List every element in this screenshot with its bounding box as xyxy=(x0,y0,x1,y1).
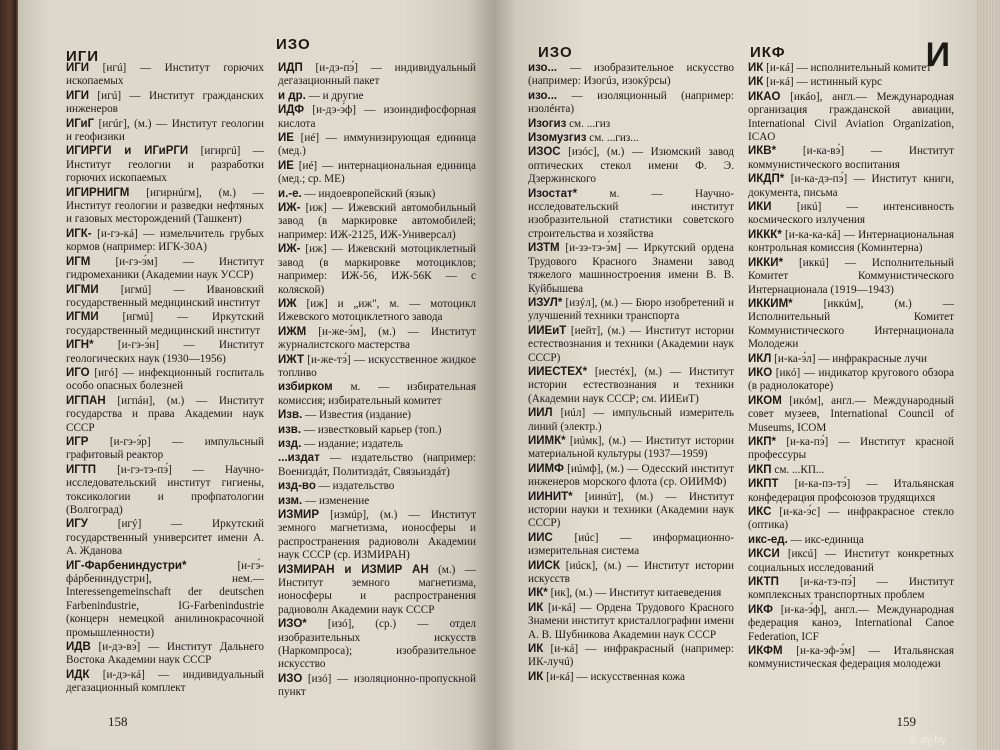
entry-headword: ИКВ* xyxy=(748,145,777,158)
dictionary-entry xyxy=(66,118,264,145)
entry-definition: см. ...гиз... xyxy=(586,132,639,145)
dictionary-entry xyxy=(278,354,476,381)
right-page xyxy=(494,0,976,750)
entry-headword: ИККК* xyxy=(748,228,782,241)
dictionary-entry xyxy=(528,491,734,531)
entry-definition: м. — избирательная комиссия; избирательный комитет xyxy=(278,381,476,407)
dictionary-entry xyxy=(748,395,954,435)
dictionary-entry xyxy=(528,671,734,684)
entry-headword: ИЗМИР xyxy=(278,509,319,521)
entry-definition: [иж] — Ижевский мотоциклетный завод (в маркировке мотоциклов; например: ИЖ-56, ИЖ-56К — с коляской) xyxy=(278,243,476,296)
dictionary-entry xyxy=(66,518,264,558)
dictionary-entry xyxy=(278,202,476,242)
entry-headword: ИК xyxy=(528,670,544,683)
entry-headword: ИИМФ xyxy=(528,462,564,475)
dictionary-entry xyxy=(528,463,734,490)
dictionary-entry xyxy=(278,243,476,297)
dictionary-entry xyxy=(278,618,476,672)
entry-definition: [ик], (м.) — Институт китаеведения xyxy=(547,587,722,600)
dictionary-entry xyxy=(278,160,476,187)
entry-headword: ИЗМИРАН и ИЗМИР АН xyxy=(278,563,429,576)
dictionary-entry xyxy=(278,424,476,437)
entry-headword: ИГО xyxy=(66,366,90,379)
entry-definition: [иксú] — Институт конкретных социальных исследований xyxy=(748,548,954,574)
dictionary-entry xyxy=(528,188,734,242)
entry-definition: — известковый карьер (топ.) xyxy=(301,423,442,436)
entry-definition: [и-кá] — Ордена Трудового Красного Знамени институт кристаллографии имени А. В. Шубникова Академии наук СССР xyxy=(528,601,734,641)
entry-headword: ИК xyxy=(528,601,544,614)
entry-headword: ИГР xyxy=(66,435,89,448)
entry-definition: [и-гэ́-фáрбениндустри], нем.— Interessengemeinschaft der deutschen Farbenindustrie, IG-Farbenindustrie (концерн немецкой анилинокрасочной промышленности) xyxy=(66,559,264,639)
entry-headword: ИК xyxy=(748,62,764,74)
dictionary-entry xyxy=(748,145,954,172)
dictionary-entry xyxy=(66,187,264,227)
entry-headword: изо... xyxy=(528,89,558,102)
entry-headword: изо... xyxy=(528,62,558,74)
entry-headword: ИЕ xyxy=(278,132,294,145)
entry-definition: [игиргú] — Институт геологии и разработки горючих ископаемых xyxy=(66,145,264,185)
right-page-columns xyxy=(528,62,954,692)
right-header-center: ИКФ xyxy=(750,44,786,61)
entry-headword: изд-во xyxy=(278,480,316,493)
entry-headword: ИДК xyxy=(66,668,90,681)
entry-headword: ИГМ xyxy=(66,255,91,268)
dictionary-entry xyxy=(66,228,264,255)
section-letter: И xyxy=(925,36,950,74)
dictionary-entry xyxy=(748,604,954,644)
dictionary-entry xyxy=(278,62,476,89)
dictionary-entry xyxy=(66,62,264,89)
entry-headword: ИГК- xyxy=(66,227,92,240)
dictionary-entry xyxy=(278,90,476,103)
entry-headword: ИКСИ xyxy=(748,548,780,561)
entry-headword: изм. xyxy=(278,494,303,507)
entry-definition: [и-ка-пэ-тэ́] — Итальянская конфедерация профсоюзов трудящихся xyxy=(748,478,954,504)
entry-headword: ИДВ xyxy=(66,641,91,654)
entry-definition: [иккúм], (м.) — Исполнительный Комитет Коммунистического Интернационала Молодежи xyxy=(748,297,954,351)
dictionary-entry xyxy=(748,201,954,228)
dictionary-entry xyxy=(66,284,264,311)
page-stack-edge xyxy=(976,0,1000,750)
entry-headword: ИИЛ xyxy=(528,407,553,420)
dictionary-entry xyxy=(748,367,954,394)
dictionary-entry xyxy=(278,326,476,353)
dictionary-entry xyxy=(528,532,734,559)
entry-definition: [и-ка-э́с] — инфракрасное стекло (оптика) xyxy=(748,506,954,532)
entry-definition: (м.) — Институт земного магнетизма, ионосферы и распространения радиоволн Академии наук СССР xyxy=(278,563,476,616)
dictionary-entry xyxy=(528,118,734,131)
entry-headword: ИГУ xyxy=(66,518,88,531)
entry-headword: ИДП xyxy=(278,62,303,74)
dictionary-entry xyxy=(528,90,734,117)
right-page-number: 159 xyxy=(896,714,916,729)
entry-definition: — изменение xyxy=(302,494,370,507)
dictionary-entry xyxy=(278,298,476,325)
entry-headword: ИГН* xyxy=(66,339,94,352)
entry-definition: — издание; издатель xyxy=(301,437,403,450)
dictionary-entry xyxy=(66,395,264,435)
dictionary-entry xyxy=(748,478,954,505)
entry-definition: м. — Научно-исследовательский институт изобразительной статистики советского строительства и хозяйства xyxy=(528,187,734,240)
entry-headword: ИГ-Фарбениндустри* xyxy=(66,559,187,572)
dictionary-entry xyxy=(66,560,264,640)
entry-headword: ИКФ xyxy=(748,603,773,616)
entry-definition: [и-дэ-э́ф] — изоиндифосфорная кислота xyxy=(278,104,476,130)
dictionary-entry xyxy=(66,256,264,283)
dictionary-entry xyxy=(748,506,954,533)
entry-definition: [иúс] — информационно-измерительная система xyxy=(528,531,734,558)
dictionary-entry xyxy=(278,509,476,563)
dictionary-entry xyxy=(66,90,264,117)
entry-definition: [и-ка-э́л] — инфракрасные лучи xyxy=(771,352,928,365)
dictionary-entry xyxy=(748,353,954,366)
dictionary-entry xyxy=(528,132,734,145)
entry-headword: избирком xyxy=(278,381,333,394)
left-page-header xyxy=(66,0,476,65)
entry-headword: ИЗОС xyxy=(528,146,561,159)
dictionary-entry xyxy=(528,297,734,324)
entry-definition: [иúл] — импульсный измеритель линий (электр.) xyxy=(528,407,734,433)
entry-headword: ИКЛ xyxy=(748,352,772,365)
entry-headword: ИГМИ xyxy=(66,311,99,324)
right-col-2 xyxy=(748,62,954,692)
right-col-1 xyxy=(528,62,734,692)
entry-definition: [и-гэ-э́н] — Институт геологических наук (1930—1956) xyxy=(66,339,264,365)
dictionary-entry xyxy=(748,534,954,547)
entry-definition: [и-кá] — инфракрасный (например: ИК-лучú) xyxy=(528,643,734,669)
dictionary-entry xyxy=(278,673,476,700)
left-col-1 xyxy=(66,62,264,695)
entry-headword: ИГИ xyxy=(66,62,90,74)
dictionary-entry xyxy=(748,257,954,297)
entry-headword: и др. xyxy=(278,89,306,102)
dictionary-entry xyxy=(748,91,954,145)
entry-definition: [икóм], англ.— Международный совет музеев, International Council of Museums, ICOM xyxy=(748,394,954,434)
entry-headword: ИКДП* xyxy=(748,173,785,186)
dictionary-entry xyxy=(278,480,476,493)
entry-definition: [иé] — иммунизирующая единица (мед.) xyxy=(278,132,476,158)
entry-definition: см. ...гиз xyxy=(566,117,611,130)
entry-definition: [игмú] — Ивановский государственный медицинский институт xyxy=(66,283,264,309)
dictionary-entry xyxy=(528,366,734,406)
entry-headword: ИКАО xyxy=(748,90,781,103)
entry-definition: [измúр], (м.) — Институт земного магнетизма, ионосферы и распространения радиоволн Академии наук СССР (ср. ИЗМИРАН) xyxy=(278,509,476,562)
dictionary-entry xyxy=(748,62,954,75)
entry-definition: [иккú] — Исполнительный Комитет Коммунистического Интернационала (1919—1943) xyxy=(748,256,954,296)
dictionary-entry xyxy=(278,438,476,451)
dictionary-entry xyxy=(528,643,734,670)
entry-definition: [игú] — Институт горючих ископаемых xyxy=(66,62,264,88)
dictionary-entry xyxy=(66,311,264,338)
dictionary-entry xyxy=(278,409,476,422)
entry-headword: ИИМК* xyxy=(528,434,566,447)
dictionary-entry xyxy=(66,145,264,185)
entry-headword: ИЖ xyxy=(278,297,297,310)
entry-definition: — Известия (издание) xyxy=(302,409,412,422)
entry-definition: — издательство (например: Воениздáт, Политиздáт, Связьиздáт) xyxy=(278,452,476,478)
entry-headword: ...издат xyxy=(278,452,320,465)
entry-headword: ИГТП xyxy=(66,463,97,476)
entry-headword: ИК xyxy=(528,643,544,656)
left-header-left: ИГИ xyxy=(66,48,100,65)
entry-headword: изд. xyxy=(278,437,302,450)
dictionary-entry xyxy=(748,576,954,603)
entry-definition: [и-ка-тэ-пэ́] — Институт комплексных транспортных проблем xyxy=(748,576,954,602)
entry-headword: ИККИ* xyxy=(748,256,784,269)
entry-definition: [иé] — интернациональная единица (мед.; ср. МЕ) xyxy=(278,159,476,186)
dictionary-entry xyxy=(528,602,734,642)
entry-headword: и.-е. xyxy=(278,187,302,200)
entry-definition: — и другие xyxy=(305,89,364,102)
left-page-columns xyxy=(66,62,476,699)
entry-headword: ИГиГ xyxy=(66,117,95,130)
entry-definition: [и-ка-пэ́] — Институт красной профессуры xyxy=(748,435,954,462)
entry-headword: ИЗУЛ* xyxy=(528,296,563,309)
entry-definition: [и-зэ-тэ-э́м] — Иркутский ордена Трудового Красного Знамени завод тяжелого машиностроения имени В. В. Куйбышева xyxy=(528,242,734,295)
entry-headword: ИИЕиТ xyxy=(528,324,567,337)
entry-headword: ИКОМ xyxy=(748,394,782,407)
entry-definition: [и-дэ-кá] — индивидуальный дегазационный комплект xyxy=(66,668,264,695)
entry-definition: [и-ка-вэ́] — Институт коммунистического воспитания xyxy=(748,145,954,171)
entry-definition: [иестéх], (м.) — Институт истории естествознания и техники (Академии наук СССР; см. ИИЕиТ) xyxy=(528,365,734,405)
entry-headword: ИГИРНИГМ xyxy=(66,186,130,199)
entry-headword: ИКП xyxy=(748,463,772,476)
entry-definition: [изó] — изоляционно-пропускной пункт xyxy=(278,672,476,699)
dictionary-entry xyxy=(278,564,476,618)
entry-definition: [иейт], (м.) — Институт истории естествознания и техники (Академии наук СССР) xyxy=(528,324,734,364)
dictionary-entry xyxy=(528,62,734,89)
entry-definition: [и-ка-эф-э́м] — Итальянская коммунистическая федерация молодежи xyxy=(748,645,954,671)
dictionary-entry xyxy=(528,587,734,600)
entry-headword: ИИНИТ* xyxy=(528,490,573,503)
entry-definition: [и-гэ-э́р] — импульсный графитовый реактор xyxy=(66,435,264,462)
dictionary-entry xyxy=(748,436,954,463)
entry-headword: ИК xyxy=(748,76,764,89)
left-page xyxy=(18,0,494,750)
entry-headword: ИДФ xyxy=(278,104,305,117)
entry-headword: Изогиз xyxy=(528,117,567,130)
entry-headword: ИЖМ xyxy=(278,325,307,338)
entry-headword: ИГПАН xyxy=(66,394,106,407)
dictionary-entry xyxy=(528,407,734,434)
entry-headword: ИГМИ xyxy=(66,283,99,296)
dictionary-entry xyxy=(748,464,954,477)
entry-headword: ИЖТ xyxy=(278,353,304,366)
entry-definition: [иúмф], (м.) — Одесский институт инженеров морского флота (ср. ОИИМФ) xyxy=(528,462,734,489)
entry-definition: [и-гэ-э́м] — Институт гидромеханики (Академии наук УССР) xyxy=(66,255,264,282)
dictionary-entry xyxy=(748,229,954,256)
entry-definition: [иúмк], (м.) — Институт истории материальной культуры (1937—1959) xyxy=(528,434,734,461)
entry-definition: [икú] — интенсивность космического излучения xyxy=(748,201,954,227)
dictionary-entry xyxy=(278,132,476,159)
entry-definition: [иж] и „иж", м. — мотоцикл Ижевского мотоциклетного завода xyxy=(278,297,476,324)
entry-definition: [изóс], (м.) — Изюмский завод оптических стекол имени Ф. Э. Дзержинского xyxy=(528,146,734,186)
entry-headword: ИЗТМ xyxy=(528,242,560,255)
dictionary-entry xyxy=(66,436,264,463)
entry-headword: ИК* xyxy=(528,587,548,600)
entry-headword: ИКО xyxy=(748,366,773,379)
dictionary-entry xyxy=(66,669,264,696)
dictionary-entry xyxy=(66,339,264,366)
dictionary-entry xyxy=(278,104,476,131)
entry-headword: ИКТП xyxy=(748,576,779,589)
entry-headword: ИКИ xyxy=(748,201,772,214)
dictionary-entry xyxy=(66,641,264,668)
entry-headword: Изв. xyxy=(278,409,303,422)
entry-definition: [и-кá] — истинный курс xyxy=(763,76,882,89)
entry-definition: [и-кá] — исполнительный комитет xyxy=(763,62,932,74)
entry-definition: [и-дэ-вэ́] — Институт Дальнего Востока Академии наук СССР xyxy=(66,641,264,667)
entry-definition: [игó] — инфекционный госпиталь особо опасных болезней xyxy=(66,366,264,393)
entry-headword: ИККИМ* xyxy=(748,297,793,310)
entry-definition: [и-ка-ка-кá] — Интернациональная контрольная комиссия (Коминтерна) xyxy=(748,228,954,255)
dictionary-entry xyxy=(278,452,476,479)
dictionary-entry xyxy=(528,325,734,365)
left-page-number: 158 xyxy=(108,714,128,729)
entry-headword: ИЖ- xyxy=(278,243,301,256)
dictionary-entry xyxy=(278,188,476,201)
entry-headword: ИЗО xyxy=(278,672,303,685)
dictionary-entry xyxy=(748,76,954,89)
dictionary-entry xyxy=(528,560,734,587)
entry-definition: [и-же-тэ́] — искусственное жидкое топливо xyxy=(278,353,476,379)
entry-headword: изв. xyxy=(278,423,302,436)
entry-headword: ИКПТ xyxy=(748,478,779,491)
entry-definition: [игпáн], (м.) — Институт государства и права Академии наук СССР xyxy=(66,394,264,434)
left-col-2 xyxy=(278,62,476,699)
dictionary-entry xyxy=(66,367,264,394)
dictionary-entry xyxy=(748,645,954,672)
entry-definition: [иж] — Ижевский автомобильный завод (в маркировке автомобилей; например: ИЖ-2125, ИЖ-Универсал) xyxy=(278,202,476,241)
entry-definition: [и-кá] — искусственная кожа xyxy=(543,670,686,683)
entry-definition: [икó] — индикатор кругового обзора (в радиолокаторе) xyxy=(748,366,954,393)
entry-headword: ИКС xyxy=(748,506,772,518)
entry-definition: [изýл], (м.) — Бюро изобретений и улучшений техники транспорта xyxy=(528,296,734,323)
dictionary-entry xyxy=(278,381,476,408)
entry-definition: [игúг], (м.) — Институт геологии и геофизики xyxy=(66,117,264,144)
entry-definition: [и-же-э́м], (м.) — Институт журналистского мастерства xyxy=(278,325,476,352)
entry-definition: — индоевропейский (язык) xyxy=(301,187,436,200)
entry-definition: [игý] — Иркутский государственный университет имени А. А. Жданова xyxy=(66,518,264,558)
entry-headword: ИЖ- xyxy=(278,202,301,215)
right-header-left: ИЗО xyxy=(538,44,573,61)
dictionary-entry xyxy=(748,298,954,352)
dictionary-entry xyxy=(528,146,734,186)
entry-headword: ИГИРГИ и ИГиРГИ xyxy=(66,145,189,158)
entry-definition: [икáо], англ.— Международная организация гражданской авиации, International Civil Aviation Organization, ICAO xyxy=(748,90,954,144)
entry-definition: — издательство xyxy=(315,480,395,493)
entry-definition: [игмú] — Иркутский государственный медицинский институт xyxy=(66,311,264,337)
entry-headword: ИКП* xyxy=(748,435,777,448)
entry-headword: ИЕ xyxy=(278,159,294,172)
entry-headword: ИИЕСТЕХ* xyxy=(528,365,588,378)
entry-definition: [и-гэ-кá] — измельчитель грубых кормов (например: ИГК-30А) xyxy=(66,227,264,254)
entry-headword: ИИС xyxy=(528,531,553,544)
entry-definition: [иинúт], (м.) — Институт истории науки и техники (Академии наук СССР) xyxy=(528,490,734,530)
entry-headword: Изостат* xyxy=(528,187,578,200)
dictionary-entry xyxy=(748,548,954,575)
entry-definition: — изобразительное искусство (например: Изогúз, изокýрсы) xyxy=(528,62,734,88)
dictionary-entry xyxy=(278,495,476,508)
entry-definition: [игú] — Институт гражданских инженеров xyxy=(66,89,264,116)
entry-definition: [и-ка-э́ф], англ.— Международная федерация каноэ, International Canoe Federation, ICF xyxy=(748,603,954,643)
entry-headword: ИКФМ xyxy=(748,645,783,658)
dictionary-entry xyxy=(66,464,264,518)
entry-definition: [иúск], (м.) — Институт истории искусств xyxy=(528,559,734,586)
dictionary-entry xyxy=(748,173,954,200)
entry-headword: икс-ед. xyxy=(748,533,788,546)
entry-definition: [и-ка-дэ-пэ́] — Институт книги, документа, письма xyxy=(748,173,954,199)
entry-definition: — изоляционный (например: изолéнта) xyxy=(528,89,734,116)
entry-definition: [и-дэ-пэ́] — индивидуальный дегазационный пакет xyxy=(278,62,476,88)
entry-headword: Изомузгиз xyxy=(528,132,587,145)
entry-headword: ИЗО* xyxy=(278,618,307,631)
entry-headword: ИИСК xyxy=(528,559,560,572)
entry-definition: — икс-единица xyxy=(787,533,864,546)
left-header-center: ИЗО xyxy=(276,36,311,53)
entry-headword: ИГИ xyxy=(66,89,90,102)
entry-definition: см. ...КП... xyxy=(771,463,825,476)
entry-definition: [игирнúгм], (м.) — Институт геологии и разведки нефтяных и газовых месторождений (Ташкент) xyxy=(66,186,264,226)
watermark: © ay.by xyxy=(909,734,946,746)
entry-definition: [изó], (ср.) — отдел изобразительных искусств (Наркомпроса); изобразительное искусство xyxy=(278,618,476,671)
entry-definition: [и-гэ-тэ-пэ́] — Научно-исследовательский институт гигиены, токсикологии и профпатологии (Волгоград) xyxy=(66,463,264,516)
dictionary-entry xyxy=(528,435,734,462)
dictionary-entry xyxy=(528,242,734,296)
